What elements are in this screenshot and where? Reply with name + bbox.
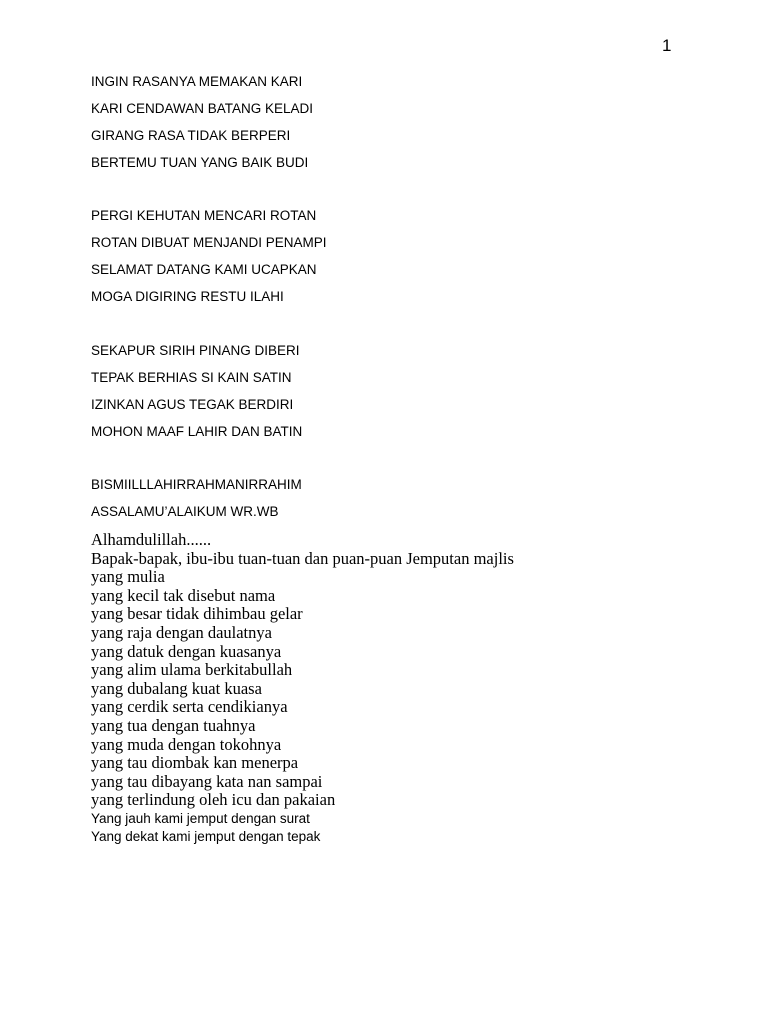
speech-line: yang datuk dengan kuasanya	[91, 641, 282, 661]
verse-line: SELAMAT DATANG KAMI UCAPKAN	[91, 262, 317, 277]
pantun-stanza-1	[91, 72, 313, 180]
opening-greetings	[91, 475, 302, 529]
verse-line: MOGA DIGIRING RESTU ILAHI	[91, 289, 284, 304]
verse-line: SEKAPUR SIRIH PINANG DIBERI	[91, 343, 300, 358]
verse-line: PERGI KEHUTAN MENCARI ROTAN	[91, 208, 317, 223]
speech-body	[91, 531, 514, 810]
verse-line: MOHON MAAF LAHIR DAN BATIN	[91, 424, 303, 439]
closing-line: Yang dekat kami jemput dengan tepak	[91, 829, 321, 844]
speech-line: yang cerdik serta cendikianya	[91, 697, 288, 717]
speech-line: yang dubalang kuat kuasa	[91, 678, 262, 698]
speech-line: yang kecil tak disebut nama	[91, 585, 276, 605]
verse-line: KARI CENDAWAN BATANG KELADI	[91, 101, 314, 116]
closing-line: Yang jauh kami jemput dengan surat	[91, 811, 310, 826]
verse-line: TEPAK BERHIAS SI KAIN SATIN	[91, 370, 292, 385]
speech-line: yang raja dengan daulatnya	[91, 622, 272, 642]
speech-line: yang tau dibayang kata nan sampai	[91, 771, 323, 791]
salam-line: ASSALAMU’ALAIKUM WR.WB	[91, 504, 279, 519]
pantun-stanza-3	[91, 341, 302, 449]
speech-line: yang alim ulama berkitabullah	[91, 660, 293, 680]
page-number: 1	[662, 36, 672, 55]
verse-line: IZINKAN AGUS TEGAK BERDIRI	[91, 397, 294, 412]
bismillah-line: BISMIILLLAHIRRAHMANIRRAHIM	[91, 477, 302, 492]
speech-line: Alhamdulillah......	[91, 530, 212, 549]
verse-line: ROTAN DIBUAT MENJANDI PENAMPI	[91, 235, 327, 250]
verse-line: GIRANG RASA TIDAK BERPERI	[91, 128, 291, 143]
closing-lines	[91, 810, 320, 846]
speech-line: yang tau diombak kan menerpa	[91, 753, 299, 773]
speech-line: yang besar tidak dihimbau gelar	[91, 604, 303, 624]
pantun-stanza-2	[91, 206, 327, 314]
speech-line: yang terlindung oleh icu dan pakaian	[91, 790, 336, 810]
verse-line: INGIN RASANYA MEMAKAN KARI	[91, 74, 303, 89]
speech-line: yang tua dengan tuahnya	[91, 715, 256, 735]
speech-line: Bapak-bapak, ibu-ibu tuan-tuan dan puan-puan Jemputan majlis	[91, 548, 514, 568]
speech-line: yang muda dengan tokohnya	[91, 734, 282, 754]
speech-line: yang mulia	[91, 567, 165, 587]
verse-line: BERTEMU TUAN YANG BAIK BUDI	[91, 155, 309, 170]
